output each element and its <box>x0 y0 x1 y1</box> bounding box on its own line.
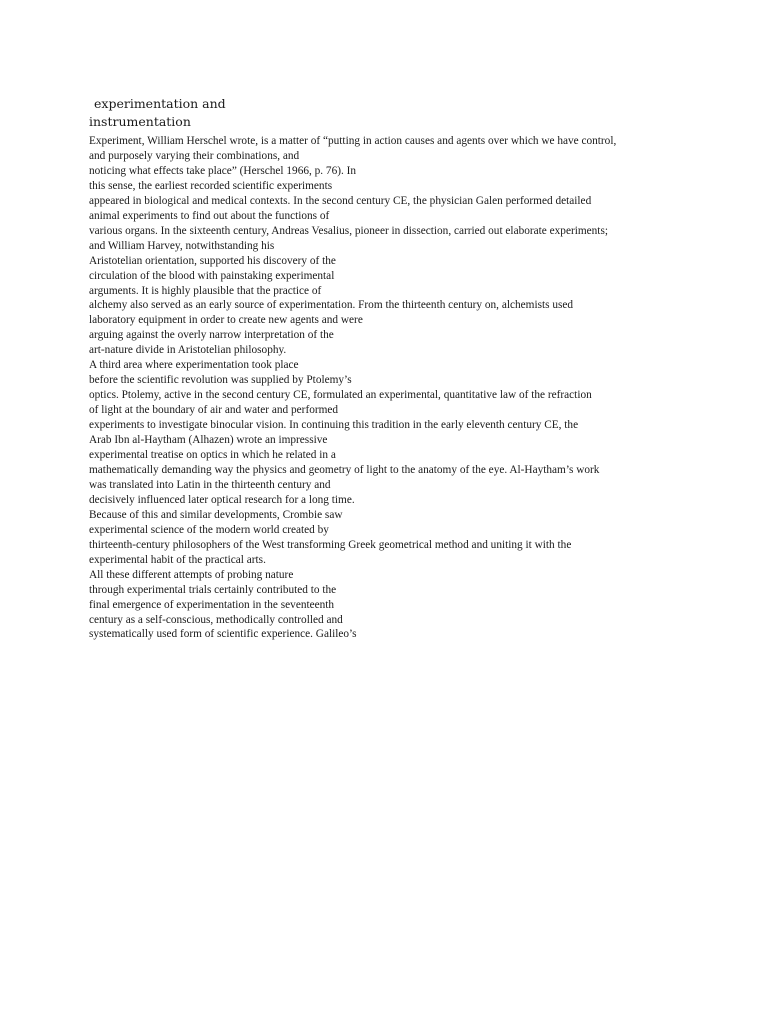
text-line: alchemy also served as an early source of experimentation. From the thirteenth century on, alchemists used <box>89 299 574 312</box>
text-line: optics. Ptolemy, active in the second century CE, formulated an experimental, quantitative law of the refraction <box>89 389 592 402</box>
text-line: through experimental trials certainly contributed to the <box>89 583 337 596</box>
text-line: experimental habit of the practical arts. <box>89 553 266 566</box>
text-line: Because of this and similar developments, Crombie saw <box>89 508 343 521</box>
text-line: experiments to investigate binocular vision. In continuing this tradition in the early eleventh century CE, the <box>89 419 579 432</box>
text-line: century as a self-conscious, methodically controlled and <box>89 613 343 626</box>
body-paragraph <box>89 134 689 642</box>
text-line: this sense, the earliest recorded scientific experiments <box>89 179 333 192</box>
heading-line-1: experimentation and <box>94 96 226 111</box>
text-line: decisively influenced later optical research for a long time. <box>89 493 355 506</box>
text-line: arguments. It is highly plausible that the practice of <box>89 284 322 297</box>
text-line: noticing what effects take place” (Herschel 1966, p. 76). In <box>89 164 357 177</box>
text-line: Experiment, William Herschel wrote, is a matter of “putting in action causes and agents over which we have control, <box>89 135 617 147</box>
heading-line-2: instrumentation <box>89 114 191 129</box>
text-line: Aristotelian orientation, supported his discovery of the <box>89 254 336 267</box>
text-line: Arab Ibn al-Haytham (Alhazen) wrote an impressive <box>89 434 328 447</box>
text-line: and purposely varying their combinations, and <box>89 149 300 162</box>
text-line: appeared in biological and medical contexts. In the second century CE, the physician Galen performed detailed <box>89 194 592 207</box>
section-heading <box>89 95 389 131</box>
text-line: experimental science of the modern world created by <box>89 523 329 536</box>
text-line: and William Harvey, notwithstanding his <box>89 239 275 252</box>
text-line: laboratory equipment in order to create new agents and were <box>89 314 363 327</box>
text-line: final emergence of experimentation in the seventeenth <box>89 598 335 611</box>
text-line: A third area where experimentation took place <box>89 359 299 372</box>
text-line: was translated into Latin in the thirteenth century and <box>89 478 331 491</box>
text-line: experimental treatise on optics in which he related in a <box>89 449 336 462</box>
text-line: before the scientific revolution was supplied by Ptolemy’s <box>89 374 352 387</box>
text-line: circulation of the blood with painstaking experimental <box>89 269 335 282</box>
text-line: of light at the boundary of air and water and performed <box>89 404 339 417</box>
text-line: systematically used form of scientific experience. Galileo’s <box>89 628 357 641</box>
text-line: various organs. In the sixteenth century, Andreas Vesalius, pioneer in dissection, carried out elaborate experiments; <box>89 224 608 237</box>
text-line: arguing against the overly narrow interpretation of the <box>89 329 334 342</box>
text-line: thirteenth-century philosophers of the West transforming Greek geometrical method and uniting it with the <box>89 538 572 551</box>
text-line: All these different attempts of probing nature <box>89 568 294 581</box>
text-line: art-nature divide in Aristotelian philosophy. <box>89 344 287 357</box>
text-line: mathematically demanding way the physics and geometry of light to the anatomy of the eye. Al-Haytham’s work <box>89 463 600 476</box>
text-line: animal experiments to find out about the functions of <box>89 209 330 222</box>
